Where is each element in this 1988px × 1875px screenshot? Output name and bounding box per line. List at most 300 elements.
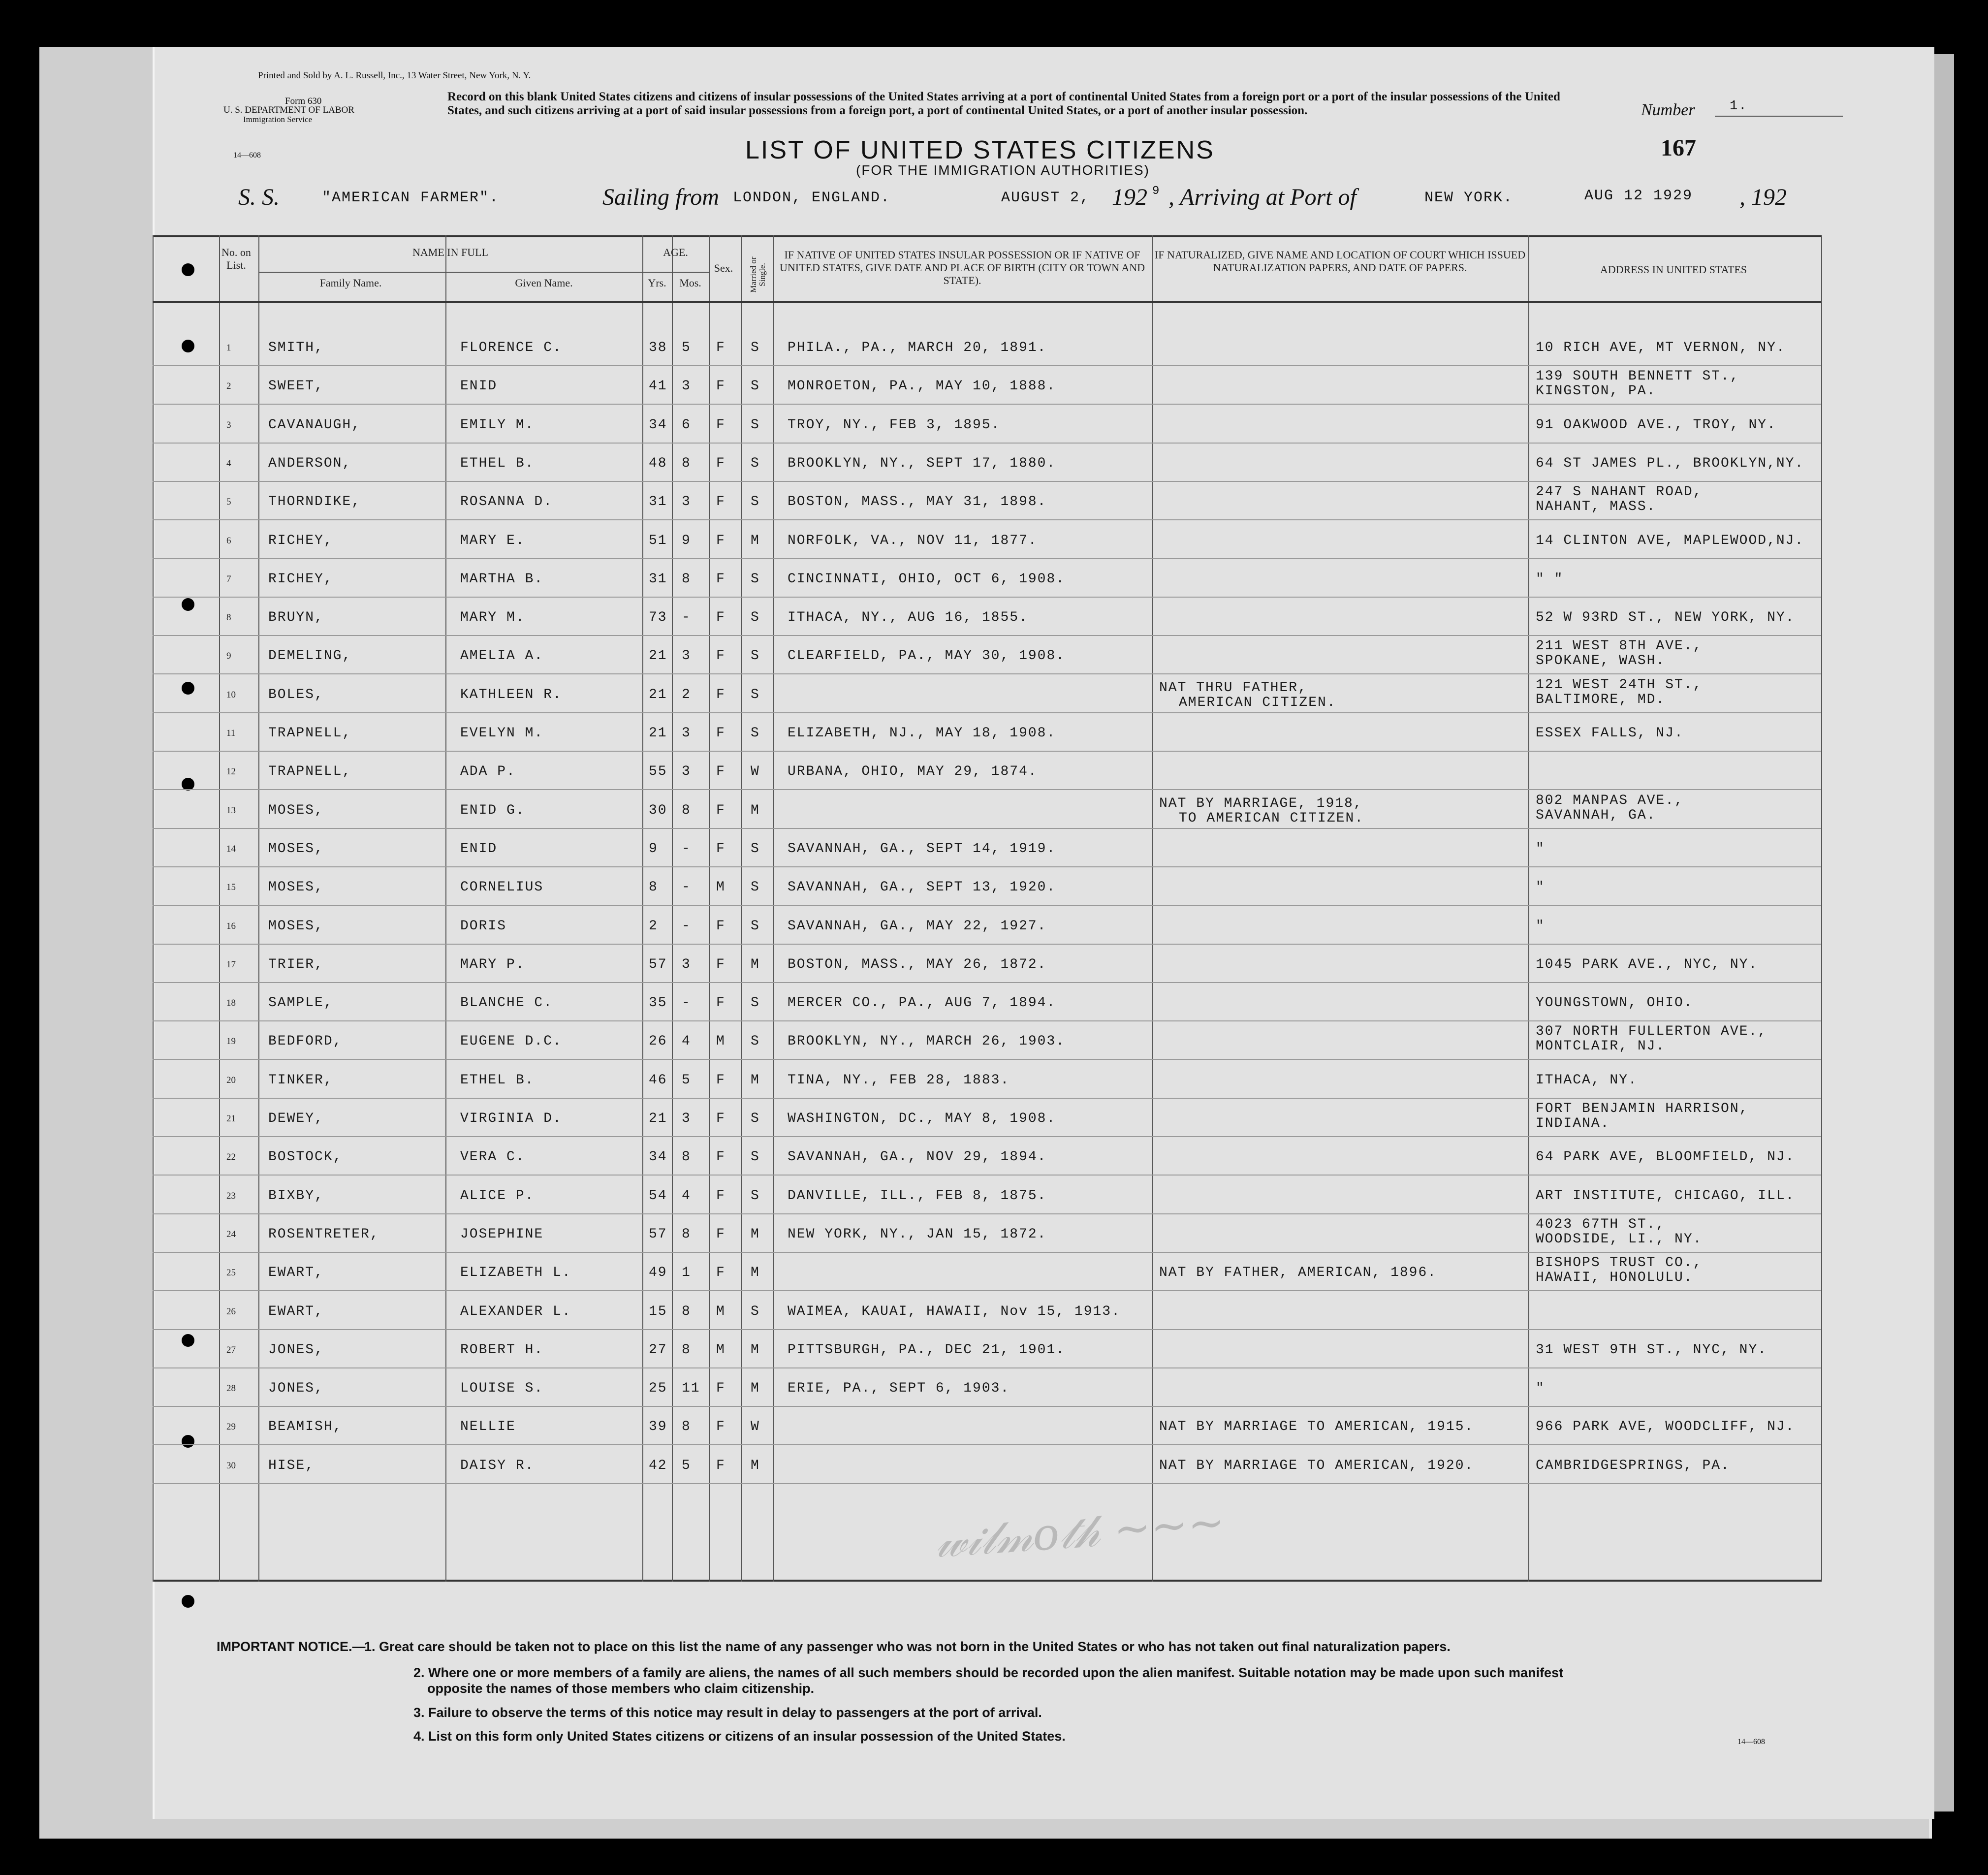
cell-mos: 4 xyxy=(682,1034,691,1049)
cell-ms: S xyxy=(751,379,760,394)
cell-addr1: YOUNGSTOWN, OHIO. xyxy=(1536,995,1693,1011)
cell-birth: MERCER CO., PA., AUG 7, 1894. xyxy=(788,995,1056,1011)
cell-ms: S xyxy=(751,687,760,702)
ss-label: S. S. xyxy=(238,184,280,210)
cell-yrs: 21 xyxy=(649,726,667,741)
handwritten-signature: 𝓌𝒾𝓁𝓂𝑜𝓉𝒽 ~~~ xyxy=(934,1496,1227,1568)
cell-yrs: 34 xyxy=(649,1149,667,1165)
cell-mos: 3 xyxy=(682,726,691,741)
cell-addr1: 10 RICH AVE, MT VERNON, NY. xyxy=(1536,340,1786,355)
cell-yrs: 55 xyxy=(649,764,667,780)
cell-sex: F xyxy=(716,1419,726,1435)
cell-mos: 1 xyxy=(682,1265,691,1281)
cell-given: FLORENCE C. xyxy=(460,340,562,355)
table-row xyxy=(0,484,1782,527)
row-rule xyxy=(153,519,1821,520)
cell-nat: NAT BY MARRIAGE TO AMERICAN, 1915. xyxy=(1159,1419,1474,1435)
cell-no: 7 xyxy=(226,573,231,584)
cell-nat: NAT THRU FATHER, xyxy=(1159,680,1307,696)
service: Immigration Service xyxy=(243,115,313,124)
notice-item-2-cont: opposite the names of those members who claim citizenship. xyxy=(427,1681,815,1696)
cell-ms: S xyxy=(751,1149,760,1165)
cell-ms: S xyxy=(751,455,760,471)
cell-sex: F xyxy=(716,1265,726,1281)
cell-yrs: 57 xyxy=(649,1226,667,1242)
cell-no: 29 xyxy=(226,1422,236,1432)
cell-ms: M xyxy=(751,533,760,548)
cell-no: 23 xyxy=(226,1190,236,1201)
cell-family: MOSES, xyxy=(268,918,324,934)
cell-ms: M xyxy=(751,1342,760,1358)
cell-no: 26 xyxy=(226,1306,236,1317)
table-row xyxy=(0,1414,1795,1452)
cell-yrs: 21 xyxy=(649,687,667,702)
notice-label: IMPORTANT NOTICE.— xyxy=(217,1639,366,1654)
cell-given: EMILY M. xyxy=(460,417,535,433)
cell-given: ADA P. xyxy=(460,764,516,780)
cell-birth: SAVANNAH, GA., MAY 22, 1927. xyxy=(788,918,1047,934)
cell-given: LOUISE S. xyxy=(460,1381,544,1397)
cell-no: 19 xyxy=(226,1036,236,1047)
cell-addr1: 14 CLINTON AVE, MAPLEWOOD,NJ. xyxy=(1536,533,1804,548)
table-row xyxy=(0,412,1782,450)
cell-family: BEAMISH, xyxy=(268,1419,343,1435)
cell-birth: WAIMEA, KAUAI, HAWAII, Nov 15, 1913. xyxy=(788,1303,1121,1319)
row-rule xyxy=(153,712,1821,713)
table-row xyxy=(0,720,1782,759)
number-value: 1. xyxy=(1730,99,1748,114)
page-title: LIST OF UNITED STATES CITIZENS xyxy=(745,136,1215,164)
cell-addr1: " xyxy=(1536,1381,1545,1397)
cell-no: 15 xyxy=(226,882,236,893)
cell-mos: 9 xyxy=(682,533,691,548)
cell-given: MARY M. xyxy=(460,610,525,626)
printer-line: Printed and Sold by A. L. Russell, Inc., 13 Water Street, New York, N. Y. xyxy=(258,70,531,81)
arriving-label: , Arriving at Port of xyxy=(1168,184,1357,210)
cell-sex: F xyxy=(716,841,726,857)
cell-nat: NAT BY MARRIAGE TO AMERICAN, 1920. xyxy=(1159,1458,1474,1473)
cell-no: 17 xyxy=(226,959,236,970)
row-rule xyxy=(153,1483,1821,1484)
cell-ms: S xyxy=(751,571,760,587)
cell-mos: 5 xyxy=(682,1458,691,1473)
punch-hole xyxy=(182,1595,194,1608)
cell-yrs: 46 xyxy=(649,1072,667,1088)
cell-yrs: 57 xyxy=(649,956,667,972)
cell-no: 30 xyxy=(226,1460,236,1471)
table-row xyxy=(0,836,1782,874)
row-rule xyxy=(153,789,1821,790)
cell-birth: CINCINNATI, OHIO, OCT 6, 1908. xyxy=(788,571,1066,587)
notice-item-4: 4. List on this form only United States citizens or citizens of an insular possession of the United States. xyxy=(413,1729,1066,1744)
cell-ms: S xyxy=(751,726,760,741)
cell-addr2: SAVANNAH, GA. xyxy=(1536,807,1656,823)
cell-mos: 4 xyxy=(682,1188,691,1204)
cell-mos: 3 xyxy=(682,494,691,510)
cell-family: TINKER, xyxy=(268,1072,333,1088)
column-rule xyxy=(1821,235,1822,1582)
col-family-header: Family Name. xyxy=(319,277,382,289)
cell-ms: S xyxy=(751,880,760,895)
cell-yrs: 15 xyxy=(649,1303,667,1319)
cell-yrs: 48 xyxy=(649,455,667,471)
col-mos-header: Mos. xyxy=(679,277,701,289)
cell-sex: F xyxy=(716,417,726,433)
cell-sex: F xyxy=(716,533,726,548)
row-rule xyxy=(153,1020,1821,1021)
cell-sex: M xyxy=(716,1342,726,1358)
row-rule xyxy=(153,751,1821,752)
cell-mos: 8 xyxy=(682,1303,691,1319)
cell-mos: 3 xyxy=(682,379,691,394)
cell-sex: F xyxy=(716,918,726,934)
cell-given: ELIZABETH L. xyxy=(460,1265,571,1281)
cell-yrs: 42 xyxy=(649,1458,667,1473)
cell-yrs: 21 xyxy=(649,1111,667,1126)
cell-birth: PITTSBURGH, PA., DEC 21, 1901. xyxy=(788,1342,1066,1358)
col-sex-header: Sex. xyxy=(714,262,733,274)
sailing-date: AUGUST 2, xyxy=(1001,190,1090,206)
cell-family: RICHEY, xyxy=(268,571,333,587)
table-row xyxy=(0,1299,1782,1337)
cell-addr2: KINGSTON, PA. xyxy=(1536,383,1656,399)
cell-sex: F xyxy=(716,648,726,664)
cell-family: TRAPNELL, xyxy=(268,726,352,741)
cell-sex: F xyxy=(716,379,726,394)
cell-no: 11 xyxy=(226,728,236,738)
cell-yrs: 31 xyxy=(649,494,667,510)
notice-item-1: 1. Great care should be taken not to place on this list the name of any passenger who was not born in the United States or who has not taken out final naturalization papers. xyxy=(364,1639,1451,1654)
cell-birth: SAVANNAH, GA., SEPT 14, 1919. xyxy=(788,841,1056,857)
cell-given: BLANCHE C. xyxy=(460,995,553,1011)
table-row xyxy=(0,677,1782,720)
cell-given: EVELYN M. xyxy=(460,726,544,741)
cell-ms: S xyxy=(751,918,760,934)
cell-given: EUGENE D.C. xyxy=(460,1034,562,1049)
row-rule xyxy=(153,1406,1821,1407)
cell-mos: 5 xyxy=(682,1072,691,1088)
cell-given: DORIS xyxy=(460,918,507,934)
cell-yrs: 73 xyxy=(649,610,667,626)
col-yrs-header: Yrs. xyxy=(648,277,666,289)
cell-no: 21 xyxy=(226,1113,236,1124)
cell-family: BIXBY, xyxy=(268,1188,324,1204)
table-row xyxy=(0,1183,1795,1221)
arriving-port: NEW YORK. xyxy=(1424,190,1514,206)
table-row xyxy=(0,1255,1782,1298)
cell-ms: M xyxy=(751,1265,760,1281)
cell-ms: S xyxy=(751,995,760,1011)
cell-no: 4 xyxy=(226,458,231,469)
cell-sex: M xyxy=(716,1034,726,1049)
cell-ms: S xyxy=(751,610,760,626)
cell-mos: 8 xyxy=(682,1419,691,1435)
row-rule xyxy=(153,828,1821,829)
cell-birth: MONROETON, PA., MAY 10, 1888. xyxy=(788,379,1056,394)
cell-addr2: INDIANA. xyxy=(1536,1116,1610,1131)
cell-addr1: 211 WEST 8TH AVE., xyxy=(1536,638,1703,654)
cell-family: DEWEY, xyxy=(268,1111,324,1126)
cell-addr1: ITHACA, NY. xyxy=(1536,1072,1638,1088)
cell-addr1: 121 WEST 24TH ST., xyxy=(1536,677,1703,693)
department: U. S. DEPARTMENT OF LABOR xyxy=(223,105,354,115)
cell-mos: 8 xyxy=(682,455,691,471)
col-naturalized-header: IF NATURALIZED, GIVE NAME AND LOCATION OF COURT WHICH ISSUED NATURALIZATION PAPERS, AND DATE OF PAPERS. xyxy=(1154,249,1526,274)
cell-addr1: " xyxy=(1536,918,1545,934)
cell-mos: 8 xyxy=(682,571,691,587)
row-rule xyxy=(153,1367,1821,1368)
row-rule xyxy=(153,673,1821,674)
cell-mos: 3 xyxy=(682,1111,691,1126)
cell-mos: - xyxy=(682,841,691,857)
cell-family: JONES, xyxy=(268,1381,324,1397)
cell-no: 28 xyxy=(226,1383,236,1394)
cell-family: ANDERSON, xyxy=(268,455,352,471)
cell-addr1: FORT BENJAMIN HARRISON, xyxy=(1536,1101,1749,1116)
cell-family: SMITH, xyxy=(268,340,324,355)
year-label-2: , 192 xyxy=(1739,184,1787,210)
cell-sex: M xyxy=(716,880,726,895)
cell-mos: 2 xyxy=(682,687,691,702)
form-number: Form 630 xyxy=(285,96,322,106)
cell-birth: BOSTON, MASS., MAY 31, 1898. xyxy=(788,494,1047,510)
sailing-label: Sailing from xyxy=(602,184,719,210)
cell-birth: WASHINGTON, DC., MAY 8, 1908. xyxy=(788,1111,1056,1126)
col-age-header: AGE. xyxy=(663,246,688,258)
cell-addr1: 1045 PARK AVE., NYC, NY. xyxy=(1536,956,1758,972)
cell-addr2: WOODSIDE, LI., NY. xyxy=(1536,1231,1703,1247)
cell-sex: M xyxy=(716,1303,726,1319)
page-number: 167 xyxy=(1661,135,1696,161)
page-subtitle: (FOR THE IMMIGRATION AUTHORITIES) xyxy=(856,162,1150,178)
cell-yrs: 35 xyxy=(649,995,667,1011)
col-birth-header: IF NATIVE OF UNITED STATES INSULAR POSSESSION OR IF NATIVE OF UNITED STATES, GIVE DATE AND PLACE OF BIRTH (CITY OR TOWN AND STATE). xyxy=(779,249,1145,286)
cell-ms: S xyxy=(751,648,760,664)
cell-yrs: 39 xyxy=(649,1419,667,1435)
cell-yrs: 54 xyxy=(649,1188,667,1204)
cell-no: 6 xyxy=(226,535,231,546)
cell-mos: 3 xyxy=(682,764,691,780)
cell-addr1: BISHOPS TRUST CO., xyxy=(1536,1255,1703,1271)
table-row xyxy=(0,566,1782,604)
table-row xyxy=(0,369,1782,412)
row-rule xyxy=(153,866,1821,867)
cell-family: ROSENTRETER, xyxy=(268,1226,379,1242)
row-rule xyxy=(153,1098,1821,1099)
cell-ms: S xyxy=(751,1188,760,1204)
cell-yrs: 49 xyxy=(649,1265,667,1281)
table-row xyxy=(0,335,1786,373)
cell-no: 12 xyxy=(226,766,236,777)
cell-no: 10 xyxy=(226,689,236,700)
cell-addr1: 52 W 93RD ST., NEW YORK, NY. xyxy=(1536,610,1795,626)
cell-family: TRIER, xyxy=(268,956,324,972)
cell-family: THORNDIKE, xyxy=(268,494,361,510)
cell-mos: - xyxy=(682,610,691,626)
cell-family: BRUYN, xyxy=(268,610,324,626)
cell-mos: 5 xyxy=(682,340,691,355)
cell-no: 8 xyxy=(226,612,231,623)
row-rule xyxy=(153,558,1821,559)
sailing-from: LONDON, ENGLAND. xyxy=(733,190,891,206)
header-divider xyxy=(642,272,709,273)
cell-no: 1 xyxy=(226,343,231,353)
table-row xyxy=(0,874,1782,913)
cell-sex: F xyxy=(716,571,726,587)
cell-family: SAMPLE, xyxy=(268,995,333,1011)
cell-given: ALICE P. xyxy=(460,1188,535,1204)
cell-no: 20 xyxy=(226,1075,236,1085)
cell-ms: S xyxy=(751,1034,760,1049)
cell-sex: F xyxy=(716,1149,726,1165)
cell-given: MARY E. xyxy=(460,533,525,548)
form-code: 14—608 xyxy=(233,151,261,159)
cell-ms: S xyxy=(751,340,760,355)
table-row xyxy=(0,450,1804,489)
cell-no: 25 xyxy=(226,1268,236,1278)
cell-ms: S xyxy=(751,1111,760,1126)
cell-mos: - xyxy=(682,880,691,895)
cell-sex: F xyxy=(716,610,726,626)
cell-mos: 8 xyxy=(682,1149,691,1165)
cell-nat: NAT BY FATHER, AMERICAN, 1896. xyxy=(1159,1265,1437,1281)
cell-ms: M xyxy=(751,1072,760,1088)
cell-sex: F xyxy=(716,956,726,972)
cell-ms: S xyxy=(751,417,760,433)
cell-birth: NORFOLK, VA., NOV 11, 1877. xyxy=(788,533,1038,548)
cell-ms: S xyxy=(751,494,760,510)
cell-addr1: 4023 67TH ST., xyxy=(1536,1216,1666,1232)
cell-mos: 8 xyxy=(682,1226,691,1242)
row-rule xyxy=(153,365,1821,366)
cell-family: BEDFORD, xyxy=(268,1034,343,1049)
row-rule xyxy=(153,1175,1821,1176)
table-row xyxy=(0,604,1795,643)
cell-no: 14 xyxy=(226,843,236,854)
ship-name: "AMERICAN FARMER". xyxy=(322,190,500,206)
cell-ms: M xyxy=(751,956,760,972)
cell-ms: W xyxy=(751,1419,760,1435)
cell-given: NELLIE xyxy=(460,1419,516,1435)
cell-sex: F xyxy=(716,687,726,702)
cell-addr1: 139 SOUTH BENNETT ST., xyxy=(1536,369,1739,384)
cell-addr1: ART INSTITUTE, CHICAGO, ILL. xyxy=(1536,1188,1795,1204)
cell-addr2: NAHANT, MASS. xyxy=(1536,499,1656,515)
cell-no: 13 xyxy=(226,805,236,816)
header-bottom-rule xyxy=(153,301,1821,303)
cell-sex: F xyxy=(716,1381,726,1397)
cell-mos: - xyxy=(682,918,691,934)
cell-no: 9 xyxy=(226,651,231,662)
cell-given: CORNELIUS xyxy=(460,880,544,895)
table-row xyxy=(0,1144,1795,1182)
table-row xyxy=(0,528,1804,566)
year-suffix-1: 9 xyxy=(1152,185,1161,198)
table-row xyxy=(0,952,1782,990)
cell-sex: F xyxy=(716,494,726,510)
number-underline xyxy=(1715,116,1843,117)
row-rule xyxy=(153,1213,1821,1214)
row-rule xyxy=(153,1329,1821,1330)
cell-birth: BROOKLYN, NY., MARCH 26, 1903. xyxy=(788,1034,1066,1049)
cell-addr2: BALTIMORE, MD. xyxy=(1536,692,1666,707)
cell-family: SWEET, xyxy=(268,379,324,394)
row-rule xyxy=(153,905,1821,906)
col-marital-header: Married or Single. xyxy=(749,256,767,293)
cell-yrs: 34 xyxy=(649,417,667,433)
cell-given: ROBERT H. xyxy=(460,1342,544,1358)
cell-sex: F xyxy=(716,1072,726,1088)
cell-yrs: 2 xyxy=(649,918,658,934)
cell-family: BOLES, xyxy=(268,687,324,702)
cell-given: ROSANNA D. xyxy=(460,494,553,510)
cell-ms: S xyxy=(751,1303,760,1319)
cell-mos: - xyxy=(682,995,691,1011)
cell-given: ETHEL B. xyxy=(460,455,535,471)
cell-no: 5 xyxy=(226,497,231,508)
cell-addr1: " " xyxy=(1536,571,1564,587)
cell-given: VERA C. xyxy=(460,1149,525,1165)
cell-birth: ERIE, PA., SEPT 6, 1903. xyxy=(788,1381,1010,1397)
table-row xyxy=(0,1101,1782,1144)
cell-ms: S xyxy=(751,841,760,857)
cell-given: VIRGINIA D. xyxy=(460,1111,562,1126)
number-label: Number xyxy=(1641,101,1695,119)
cell-mos: 6 xyxy=(682,417,691,433)
cell-birth: NEW YORK, NY., JAN 15, 1872. xyxy=(788,1226,1047,1242)
row-rule xyxy=(153,944,1821,945)
cell-family: TRAPNELL, xyxy=(268,764,352,780)
cell-nat2: AMERICAN CITIZEN. xyxy=(1179,695,1336,710)
cell-addr2: MONTCLAIR, NJ. xyxy=(1536,1039,1666,1054)
cell-addr1: ESSEX FALLS, NJ. xyxy=(1536,726,1684,741)
cell-birth: BOSTON, MASS., MAY 26, 1872. xyxy=(788,956,1047,972)
cell-mos: 3 xyxy=(682,956,691,972)
cell-sex: F xyxy=(716,995,726,1011)
row-rule xyxy=(153,1136,1821,1137)
cell-family: HISE, xyxy=(268,1458,315,1473)
cell-no: 24 xyxy=(226,1229,236,1239)
cell-given: ETHEL B. xyxy=(460,1072,535,1088)
cell-yrs: 8 xyxy=(649,880,658,895)
cell-given: KATHLEEN R. xyxy=(460,687,562,702)
cell-addr1: 307 NORTH FULLERTON AVE., xyxy=(1536,1024,1767,1040)
cell-mos: 11 xyxy=(682,1381,700,1397)
cell-yrs: 38 xyxy=(649,340,667,355)
cell-given: MARY P. xyxy=(460,956,525,972)
cell-yrs: 41 xyxy=(649,379,667,394)
row-rule xyxy=(153,982,1821,983)
cell-addr1: 966 PARK AVE, WOODCLIFF, NJ. xyxy=(1536,1419,1795,1435)
cell-no: 22 xyxy=(226,1152,236,1163)
cell-no: 2 xyxy=(226,381,231,392)
table-row xyxy=(0,1216,1782,1260)
cell-family: MOSES, xyxy=(268,880,324,895)
cell-family: EWART, xyxy=(268,1265,324,1281)
col-name-header: NAME IN FULL xyxy=(412,246,488,258)
cell-no: 18 xyxy=(226,998,236,1009)
cell-birth: DANVILLE, ILL., FEB 8, 1875. xyxy=(788,1188,1047,1204)
cell-addr2: SPOKANE, WASH. xyxy=(1536,653,1666,669)
cell-ms: M xyxy=(751,1458,760,1473)
table-row xyxy=(0,793,1782,836)
cell-addr1: " xyxy=(1536,880,1545,895)
cell-birth: TROY, NY., FEB 3, 1895. xyxy=(788,417,1001,433)
cell-no: 3 xyxy=(226,419,231,430)
cell-family: MOSES, xyxy=(268,841,324,857)
cell-yrs: 31 xyxy=(649,571,667,587)
row-rule xyxy=(153,481,1821,482)
